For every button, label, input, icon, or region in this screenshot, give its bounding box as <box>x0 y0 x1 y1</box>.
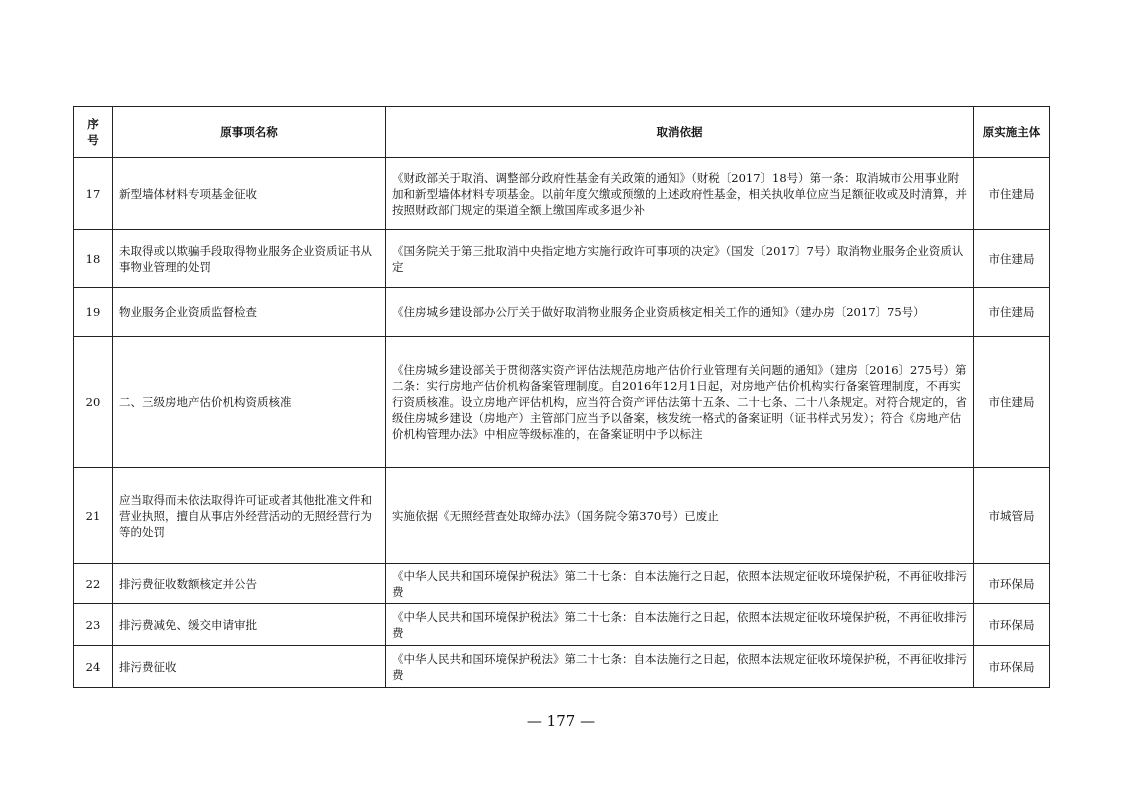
header-org: 原实施主体 <box>974 107 1050 158</box>
table-header-row <box>74 107 1050 158</box>
page-number: — 177 — <box>526 712 596 730</box>
row-name: 二、三级房地产估价机构资质核准 <box>113 337 386 468</box>
table-row <box>74 230 1050 288</box>
row-org: 市住建局 <box>974 230 1050 288</box>
row-num: 20 <box>74 337 113 468</box>
row-name: 未取得或以欺骗手段取得物业服务企业资质证书从事物业管理的处罚 <box>113 230 386 288</box>
header-num-line2: 号 <box>87 133 99 147</box>
row-basis: 《中华人民共和国环境保护税法》第二十七条：自本法施行之日起，依照本法规定征收环境保护税，不再征收排污费 <box>386 604 974 646</box>
row-basis: 《中华人民共和国环境保护税法》第二十七条：自本法施行之日起，依照本法规定征收环境保护税，不再征收排污费 <box>386 646 974 688</box>
row-name: 排污费征收 <box>113 646 386 688</box>
row-org: 市住建局 <box>974 288 1050 337</box>
header-name: 原事项名称 <box>113 107 386 158</box>
row-num: 18 <box>74 230 113 288</box>
table-row <box>74 337 1050 468</box>
row-num: 23 <box>74 604 113 646</box>
row-num: 22 <box>74 564 113 604</box>
row-num: 17 <box>74 158 113 230</box>
row-name: 排污费减免、缓交申请审批 <box>113 604 386 646</box>
row-name: 新型墙体材料专项基金征收 <box>113 158 386 230</box>
row-org: 市住建局 <box>974 337 1050 468</box>
row-num: 19 <box>74 288 113 337</box>
row-org: 市城管局 <box>974 468 1050 564</box>
row-org: 市住建局 <box>974 158 1050 230</box>
row-basis: 《国务院关于第三批取消中央指定地方实施行政许可事项的决定》（国发〔2017〕7号）取消物业服务企业资质认定 <box>386 230 974 288</box>
row-basis: 《住房城乡建设部关于贯彻落实资产评估法规范房地产估价行业管理有关问题的通知》（建房〔2016〕275号）第二条：实行房地产估价机构备案管理制度。自2016年12月1日起，对房地产估价机构实行备案管理制度，不再实行资质核准。设立房地产评估机构，应当符合资产评估法第十五条、二十七条、二十八条规定。对符合规定的，省级住房城乡建设（房地产）主管部门应当予以备案，核发统一格式的备案证明（证书样式另发）；符合《房地产估价机构管理办法》中相应等级标准的，在备案证明中予以标注 <box>386 337 974 468</box>
row-num: 24 <box>74 646 113 688</box>
row-basis: 《住房城乡建设部办公厅关于做好取消物业服务企业资质核定相关工作的通知》（建办房〔2017〕75号） <box>386 288 974 337</box>
row-basis: 实施依据《无照经营查处取缔办法》（国务院令第370号）已废止 <box>386 468 974 564</box>
table-row <box>74 564 1050 604</box>
table-row <box>74 158 1050 230</box>
header-num-line1: 序 <box>87 117 99 131</box>
row-name: 物业服务企业资质监督检查 <box>113 288 386 337</box>
table-row <box>74 604 1050 646</box>
row-org: 市环保局 <box>974 564 1050 604</box>
table-row <box>74 646 1050 688</box>
table-row <box>74 468 1050 564</box>
row-org: 市环保局 <box>974 646 1050 688</box>
header-basis: 取消依据 <box>386 107 974 158</box>
cancelled-items-table <box>73 106 1050 688</box>
row-org: 市环保局 <box>974 604 1050 646</box>
row-basis: 《中华人民共和国环境保护税法》第二十七条：自本法施行之日起，依照本法规定征收环境保护税，不再征收排污费 <box>386 564 974 604</box>
row-basis: 《财政部关于取消、调整部分政府性基金有关政策的通知》（财税〔2017〕18号）第一条：取消城市公用事业附加和新型墙体材料专项基金。以前年度欠缴或预缴的上述政府性基金，相关执收单位应当足额征收或及时清算，并按照财政部门规定的渠道全额上缴国库或多退少补 <box>386 158 974 230</box>
table-row <box>74 288 1050 337</box>
header-num <box>74 107 113 158</box>
row-name: 应当取得而未依法取得许可证或者其他批准文件和营业执照，擅自从事店外经营活动的无照经营行为等的处罚 <box>113 468 386 564</box>
row-num: 21 <box>74 468 113 564</box>
row-name: 排污费征收数额核定并公告 <box>113 564 386 604</box>
